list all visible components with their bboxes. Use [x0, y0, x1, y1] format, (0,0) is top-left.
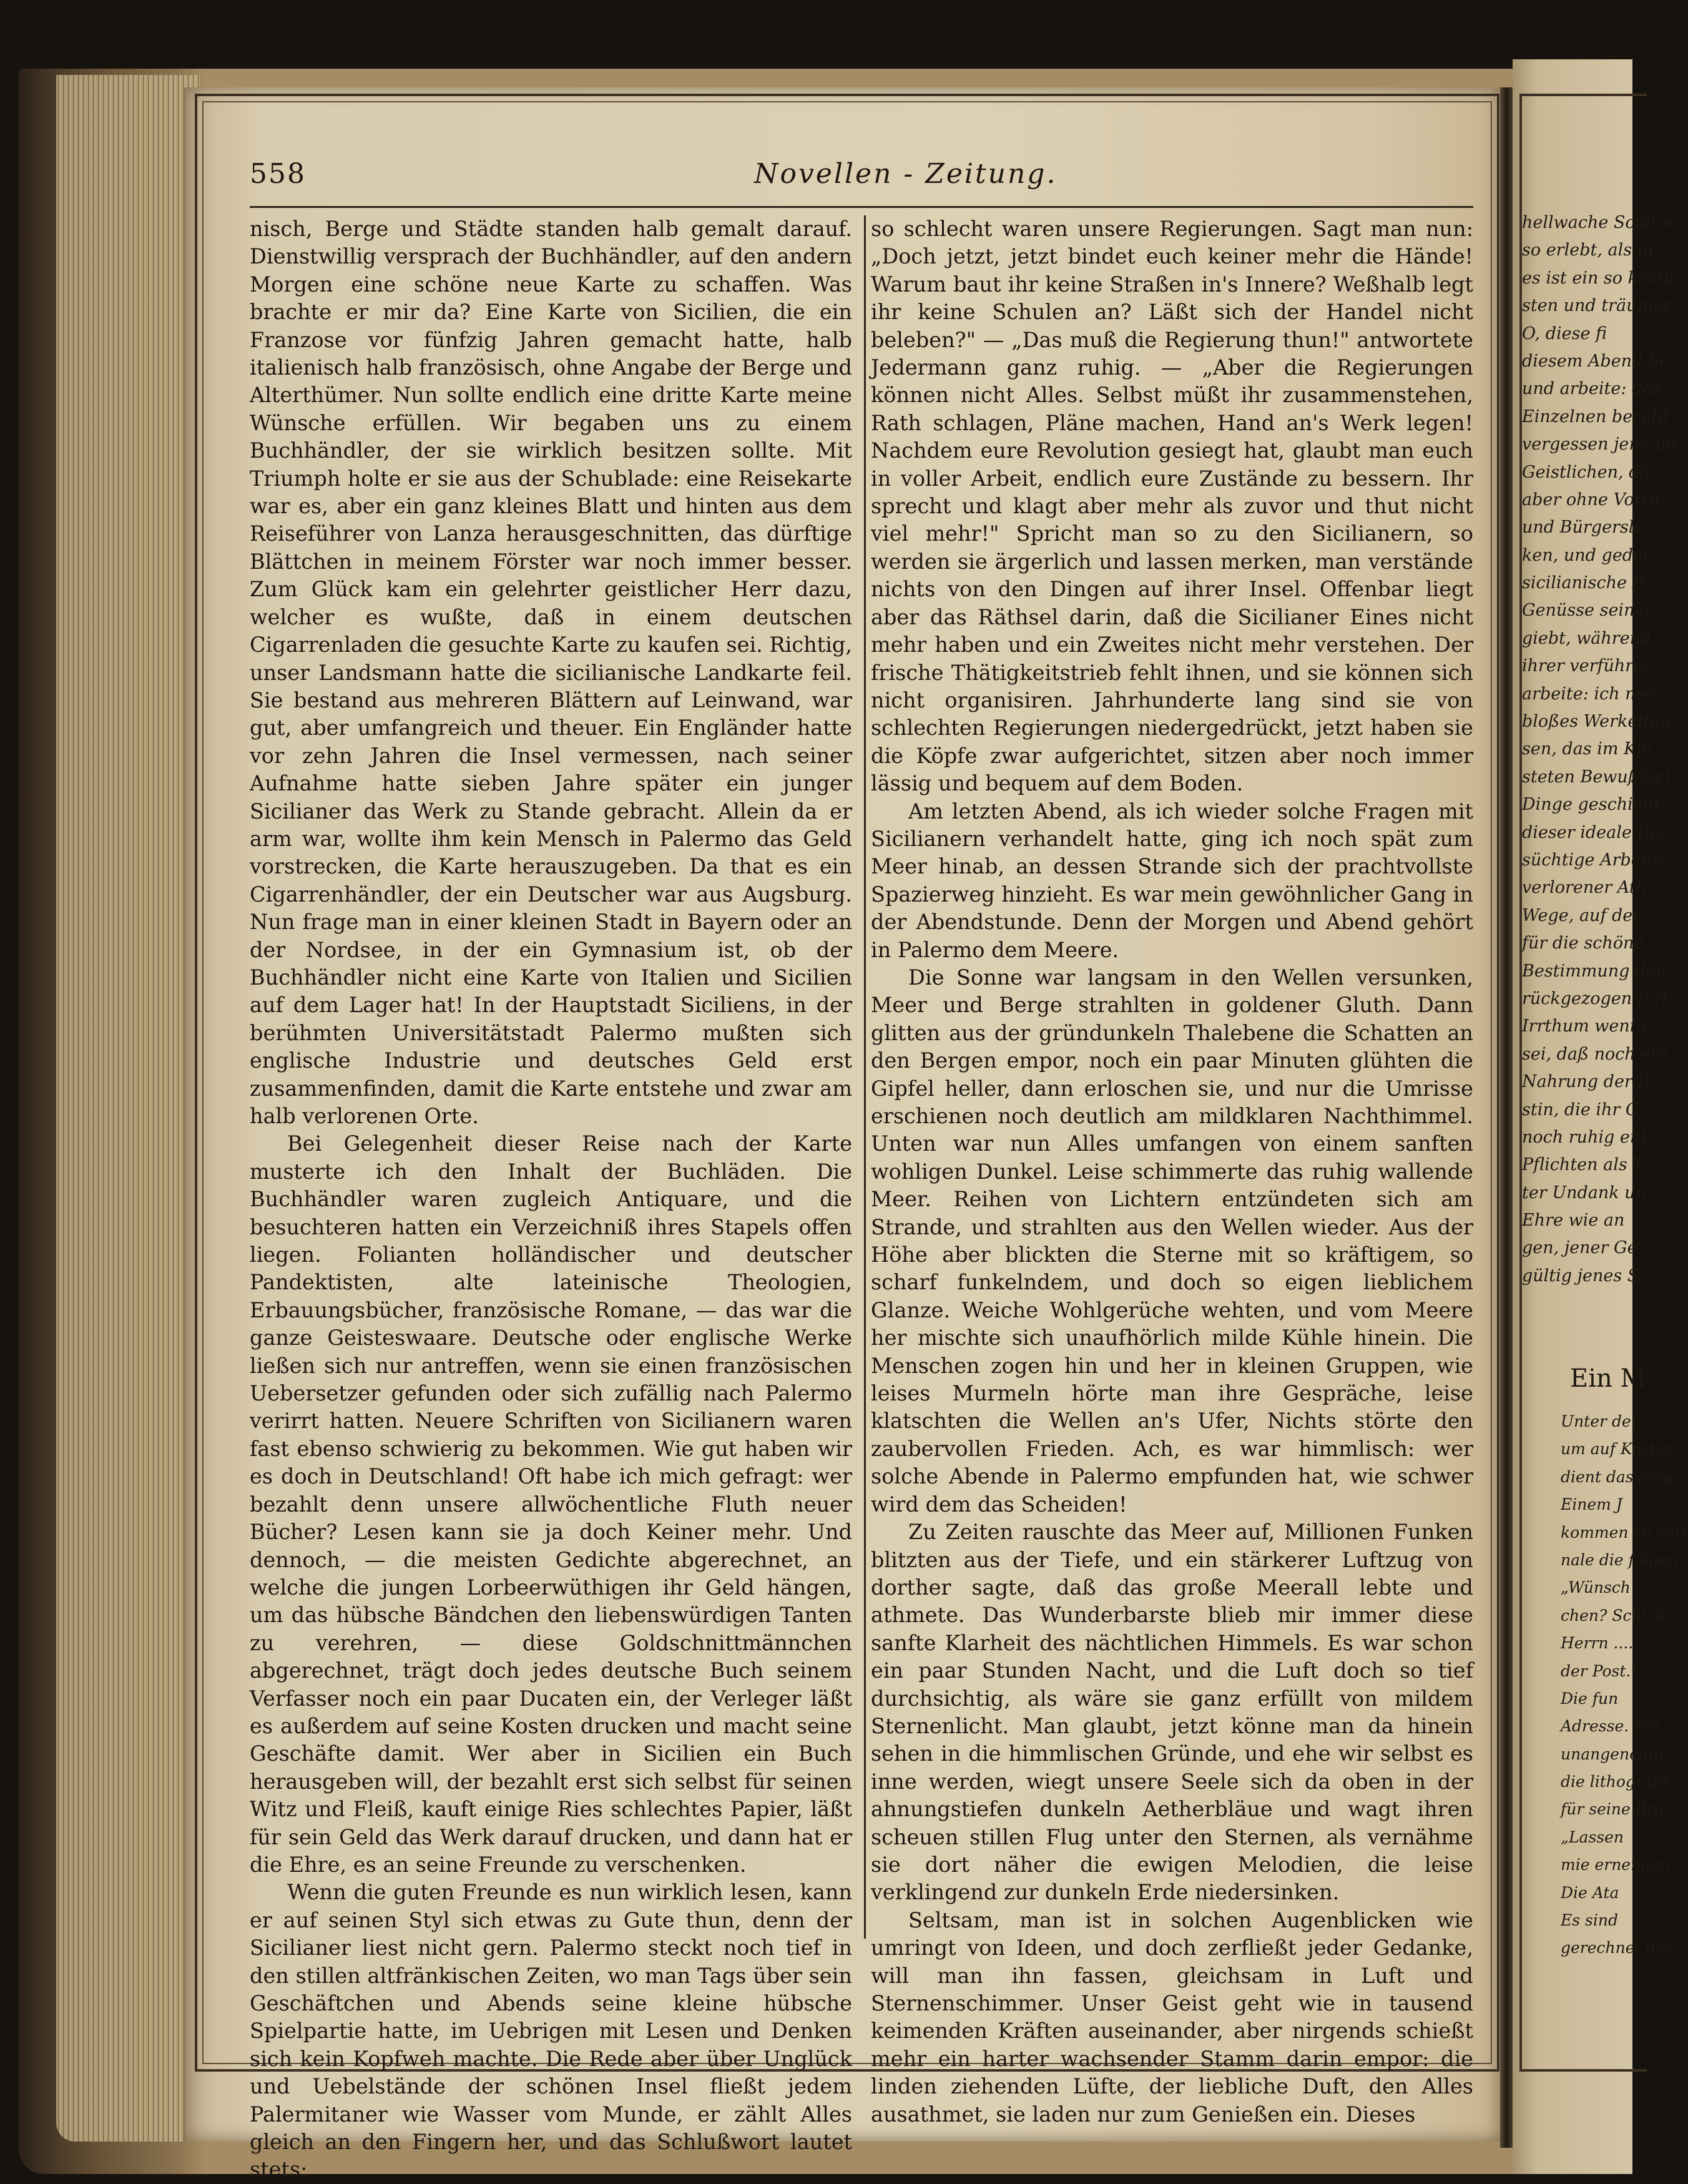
paragraph: nisch, Berge und Städte standen halb gemalt darauf. Dienstwillig versprach der Buchhändler, auf den andern Morgen eine schöne neue Karte zu schaffen. Was brachte er mir da? Eine Karte von Sicilien, die ein Franzose vor fünfzig Jahren gemacht hatte, halb italienisch halb französisch, ohne Angabe der Berge und Alterthümer. Nun sollte endlich eine dritte Karte meine Wünsche erfüllen. Wir begaben uns zu einem Buchhändler, der sie wirklich besitzen sollte. Mit Triumph holte er sie aus der Schublade: eine Reisekarte war es, aber ein ganz kleines Blatt und hinten aus dem Reiseführer von Lanza herausgeschnitten, das dürftige Blättchen in meinem Förster war noch immer besser. Zum Glück kam ein gelehrter geistlicher Herr dazu, welcher es wußte, daß in einem deutschen Cigarrenladen die gesuchte Karte zu kaufen sei. Richtig, unser Landsmann hatte die sicilianische Landkarte feil. Sie bestand aus mehreren Blättern auf Leinwand, war gut, aber umfangreich und theuer. Ein Engländer hatte vor zehn Jahren die Insel vermessen, nach seiner Aufnahme hatte sieben Jahre später ein junger Sicilianer das Werk zu Stande gebracht. Allein da er arm war, wollte ihm kein Mensch in Palermo das Geld vorstrecken, die Karte herauszugeben. Da that es ein Cigarrenhändler, der ein Deutscher war aus Augsburg. Nun frage man in einer kleinen Stadt in Bayern oder an der Nordsee, in der ein Gymnasium ist, ob der Buchhändler nicht eine Karte von Italien und Sicilien auf dem Lager hat! In der Hauptstadt Siciliens, in der berühmten Universitätstadt Palermo mußten sich englische Industrie und deutsches Geld erst zusammenfinden, damit die Karte entstehe und zwar am halb verlorenen Orte.	[250, 217, 853, 1128]
right-page-line: gültig jenes S	[1522, 1266, 1639, 1286]
left-column	[250, 215, 852, 2184]
page-number: 558	[250, 158, 306, 190]
right-page-line: Pflichten als T	[1522, 1155, 1644, 1175]
right-page-line: Die fun	[1561, 1689, 1619, 1708]
paragraph: Seltsam, man ist in solchen Augenblicken wie umringt von Ideen, und doch zerfließt jeder Gedanke, will man ihn fassen, gleichsam in Luft und Sternenschimmer. Unser Geist geht wie in tausend keimenden Kräften auseinander, aber nirgends schießt mehr ein harter wachsender Stamm darin empor: die linden ziehenden Lüfte, der liebliche Duft, den Alles ausathmet, sie laden nur zum Genießen ein. Dieses	[871, 1907, 1473, 2127]
right-column	[871, 215, 1473, 2128]
page-header	[250, 153, 1473, 197]
paragraph: so schlecht waren unsere Regierungen. Sagt man nun: „Doch jetzt, jetzt bindet euch keiner mehr die Hände! Warum baut ihr keine Straßen in's Innere? Weßhalb legt ihr keine Schulen an? Läßt sich der Handel nicht beleben?" — „Das muß die Regierung thun!" antwortete Jedermann ganz ruhig. — „Aber die Regierungen können nicht Alles. Selbst müßt ihr zusammenstehen, Rath schlagen, Pläne machen, Hand an's Werk legen! Nachdem eure Revolution gesiegt hat, glaubt man euch in voller Arbeit, endlich eure Zustände zu bessern. Ihr sprecht und klagt aber mehr als zuvor und thut nicht viel mehr!" Spricht man so zu den Sicilianern, so werden sie ärgerlich und lassen merken, man verstände nichts von den Dingen auf ihrer Insel. Offenbar liegt aber das Räthsel darin, daß die Sicilianer Eines nicht mehr haben und ein Zweites nicht mehr verstehen. Der frische Thätigkeitstrieb fehlt ihnen, und sie können sich nicht organisiren. Jahrhunderte lang sind sie von schlechten Regierungen niedergedrückt, jetzt haben sie die Köpfe zwar aufgerichtet, sitzen aber noch immer lässig und bequem auf dem Boden.	[871, 217, 1473, 796]
right-page-line: nale die folgen	[1561, 1550, 1678, 1569]
paragraph: Zu Zeiten rauschte das Meer auf, Millionen Funken blitzten aus der Tiefe, und ein stärkerer Luftzug von dorther sagte, daß das große Meerall lebte und athmete. Das Wunderbarste blieb mir immer diese sanfte Klarheit des nächtlichen Himmels. Es war schon ein paar Stunden Nacht, und die Luft doch so tief durchsichtig, als wäre sie ganz erfüllt von mildem Sternenlicht. Man glaubt, jetzt könne man da hinein sehen in die himmlischen Gründe, und ehe wir selbst es inne werden, wiegt unsere Seele sich da oben in der ahnungstiefen dunkeln Aetherbläue und wagt ihren scheuen stillen Flug unter den Sternen, als vernähme sie dort näher die ewigen Melodien, die leise verklingend zur dunkeln Erde niedersinken.	[871, 1520, 1473, 1905]
right-page-line: vergessen jene üb	[1522, 435, 1677, 455]
right-page-line: sei, daß noch ein	[1522, 1044, 1667, 1064]
right-page-line: um auf Kosten	[1561, 1440, 1675, 1458]
right-page-line: noch ruhig ent	[1522, 1127, 1648, 1147]
right-page-line: giebt, während	[1522, 628, 1652, 648]
right-page-line: gerechnet die	[1561, 1939, 1671, 1957]
right-page-line: und arbeite: das	[1522, 379, 1662, 399]
right-page-line: für die schöne	[1522, 933, 1644, 953]
right-page-line: Geistlichen, die	[1522, 462, 1656, 482]
right-page-line: und Bürgersle	[1522, 518, 1644, 538]
right-page-line: stin, die ihr G	[1522, 1099, 1639, 1119]
right-page-line: bloßes Werkeltag	[1522, 712, 1671, 732]
right-page-line: süchtige Arbeite	[1522, 850, 1664, 870]
right-page-line: gen, jener Ge	[1522, 1238, 1637, 1258]
right-page-line: „Lassen	[1561, 1827, 1624, 1846]
right-page-text-lower	[1561, 1408, 1688, 1962]
right-page-line: Bestimmung der	[1522, 961, 1664, 981]
paragraph: Die Sonne war langsam in den Wellen versunken, Meer und Berge strahlten in goldener Gluth. Dann glitten aus der gründunkeln Thalebene die Schatten an den Bergen empor, noch ein paar Minuten glühten die Gipfel heller, dann erloschen sie, und nur die Umrisse erschienen noch deutlich am mildklaren Nachthimmel. Unten war nun Alles umfangen von einem sanften wohligen Dunkel. Leise schimmerte das ruhig wallende Meer. Reihen von Lichtern entzündeten sich am Strande, und strahlten aus den Wellen wieder. Aus der Höhe aber blickten die Sterne mit so kräftigem, so scharf funkelndem, und doch so eigen lieblichem Glanze. Weiche Wohlgerüche wehten, und vom Meere her mischte sich unaufhörlich milde Kühle hinein. Die Menschen zogen hin und her in kleinen Gruppen, wie leises Murmeln hörte man ihre Gespräche, leise klatschten die Wellen an's Ufer, Nichts störte den zaubervollen Frieden. Ach, es war himmlisch: wer solche Abende in Palermo empfunden hat, wie schwer wird dem das Scheiden!	[871, 965, 1473, 1517]
right-page-line: Unter der	[1561, 1412, 1639, 1430]
right-page-line: sicilianische B	[1522, 573, 1645, 593]
right-page-line: Einzelnen beruht	[1522, 406, 1669, 426]
right-page-line: es ist ein so köstli	[1522, 268, 1675, 288]
right-page-line: ter Undank un	[1522, 1183, 1646, 1203]
right-page-line: die lithograph	[1561, 1773, 1672, 1791]
right-page-line: ihrer verführer	[1522, 656, 1652, 676]
right-page-line: unangenehm	[1561, 1744, 1664, 1763]
right-page-line: arbeite: ich mei	[1522, 684, 1657, 704]
right-page-line: Nahrung der R	[1522, 1072, 1651, 1092]
paragraph: Bei Gelegenheit dieser Reise nach der Karte musterte ich den Inhalt der Buchläden. Die Buchhändler waren zugleich Antiquare, und die besuchteren hatten ein Verzeichniß ihres Stapels offen liegen. Folianten holländischer und deutscher Pandektisten, alte lateinische Theologien, Erbauungsbücher, französische Romane, — das war die ganze Geisteswaare. Deutsche oder englische Werke ließen sich nur antreffen, wenn sie einen französischen Uebersetzer gefunden oder sich zufällig nach Palermo verirrt hatten. Neuere Schriften von Sicilianern waren fast ebenso schwierig zu bekommen. Wie gut haben wir es doch in Deutschland! Oft habe ich mich gefragt: wer bezahlt denn unsere allwöchentliche Fluth neuer Bücher? Lesen kann sie ja doch Keiner mehr. Und dennoch, — die meisten Gedichte abgerechnet, an welche die jungen Lorbeerwüthigen ihr Geld hängen, um das hübsche Bändchen den liebenswürdigen Tanten zu verehren, — diese Goldschnittmännchen abgerechnet, trägt doch jedes deutsche Buch seinem Verfasser noch ein paar Ducaten ein, der Verleger läßt es außerdem auf seine Kosten drucken und macht seine Geschäfte damit. Wer aber in Sicilien ein Buch herausgeben will, der bezahlt erst sich selbst für seinen Witz und Fleiß, kauft einige Ries schlechtes Papier, läßt für sein Geld das Werk darauf drucken, und dann hat er die Ehre, es an seine Freunde zu verschenken.	[250, 1131, 852, 1877]
right-page-line: O, diese fi	[1522, 323, 1607, 343]
column-divider	[864, 215, 866, 1939]
right-page-line: sten und träumer	[1522, 296, 1672, 316]
book-gutter	[1500, 87, 1513, 2148]
right-page-line: Es sind	[1561, 1911, 1618, 1930]
right-page-line: so erlebt, als in	[1522, 240, 1654, 260]
right-page-line: Wege, auf der	[1522, 905, 1641, 925]
right-page-line: mie ernennen,	[1561, 1856, 1676, 1874]
right-page-line: Irrthum wenig	[1522, 1016, 1646, 1036]
right-page-line: der Post."	[1561, 1661, 1638, 1680]
header-rule	[250, 206, 1473, 208]
right-page-line: Die Ata	[1561, 1883, 1619, 1902]
right-page-line: Dinge geschieht.	[1522, 795, 1666, 815]
right-page-line: verlorener Ath	[1522, 878, 1647, 898]
right-page-line: aber ohne Vorth	[1522, 489, 1660, 509]
running-title: Novellen - Zeitung.	[754, 158, 1057, 190]
right-page-line: „Wünsch	[1561, 1578, 1631, 1597]
right-page-line: hellwache Schlun	[1522, 213, 1673, 232]
page-edges	[56, 75, 200, 2142]
right-page-line: chen? Schick	[1561, 1606, 1665, 1625]
right-page-line: Genüsse seiner	[1522, 601, 1653, 621]
right-page-line: sen, das im Kle	[1522, 739, 1652, 759]
right-page-line: kommen zu verf	[1561, 1523, 1688, 1542]
right-page-line: diesem Abend be	[1522, 351, 1669, 371]
right-page-heading: Ein M	[1570, 1364, 1646, 1393]
right-page-line: Ehre wie an	[1522, 1211, 1625, 1231]
right-page-text	[1522, 209, 1677, 1290]
paragraph: Wenn die guten Freunde es nun wirklich lesen, kann er auf seinen Styl sich etwas zu Gute thun, denn der Sicilianer liest nicht gern. Palermo steckt noch tief in den stillen altfränkischen Zeiten, wo man Tags über sein Geschäftchen und Abends seine kleine hübsche Spielpartie hatte, im Uebrigen mit Lesen und Denken sich kein Kopfweh machte. Die Rede aber über Unglück und Uebelstände der schönen Insel fließt jedem Palermitaner wie Wasser vom Munde, er zählt Alles gleich an den Fingern her, und das Schlußwort lautet stets:	[250, 1880, 852, 2182]
right-page-line: Einem J	[1561, 1495, 1622, 1514]
right-page-line: ken, und gedei	[1522, 545, 1649, 565]
right-page-line: dieser ideale Bez	[1522, 822, 1669, 842]
paragraph: Am letzten Abend, als ich wieder solche Fragen mit Sicilianern verhandelt hatte, ging ich noch spät zum Meer hinab, an dessen Strande sich der prachtvollste Spazierweg hinzieht. Es war mein gewöhnlicher Gang in der Abendstunde. Denn der Morgen und Abend gehört in Palermo dem Meere.	[871, 799, 1473, 962]
right-page-line: für seine Brie	[1561, 1800, 1669, 1819]
right-page-line: Adresse. Ein	[1561, 1717, 1661, 1736]
right-page-line: dient das folge	[1561, 1467, 1678, 1486]
right-page-line: steten Bewußtsei	[1522, 767, 1671, 787]
right-page-line: Herrn ....	[1561, 1634, 1634, 1653]
right-page-line: rückgezogen fort	[1522, 988, 1669, 1008]
